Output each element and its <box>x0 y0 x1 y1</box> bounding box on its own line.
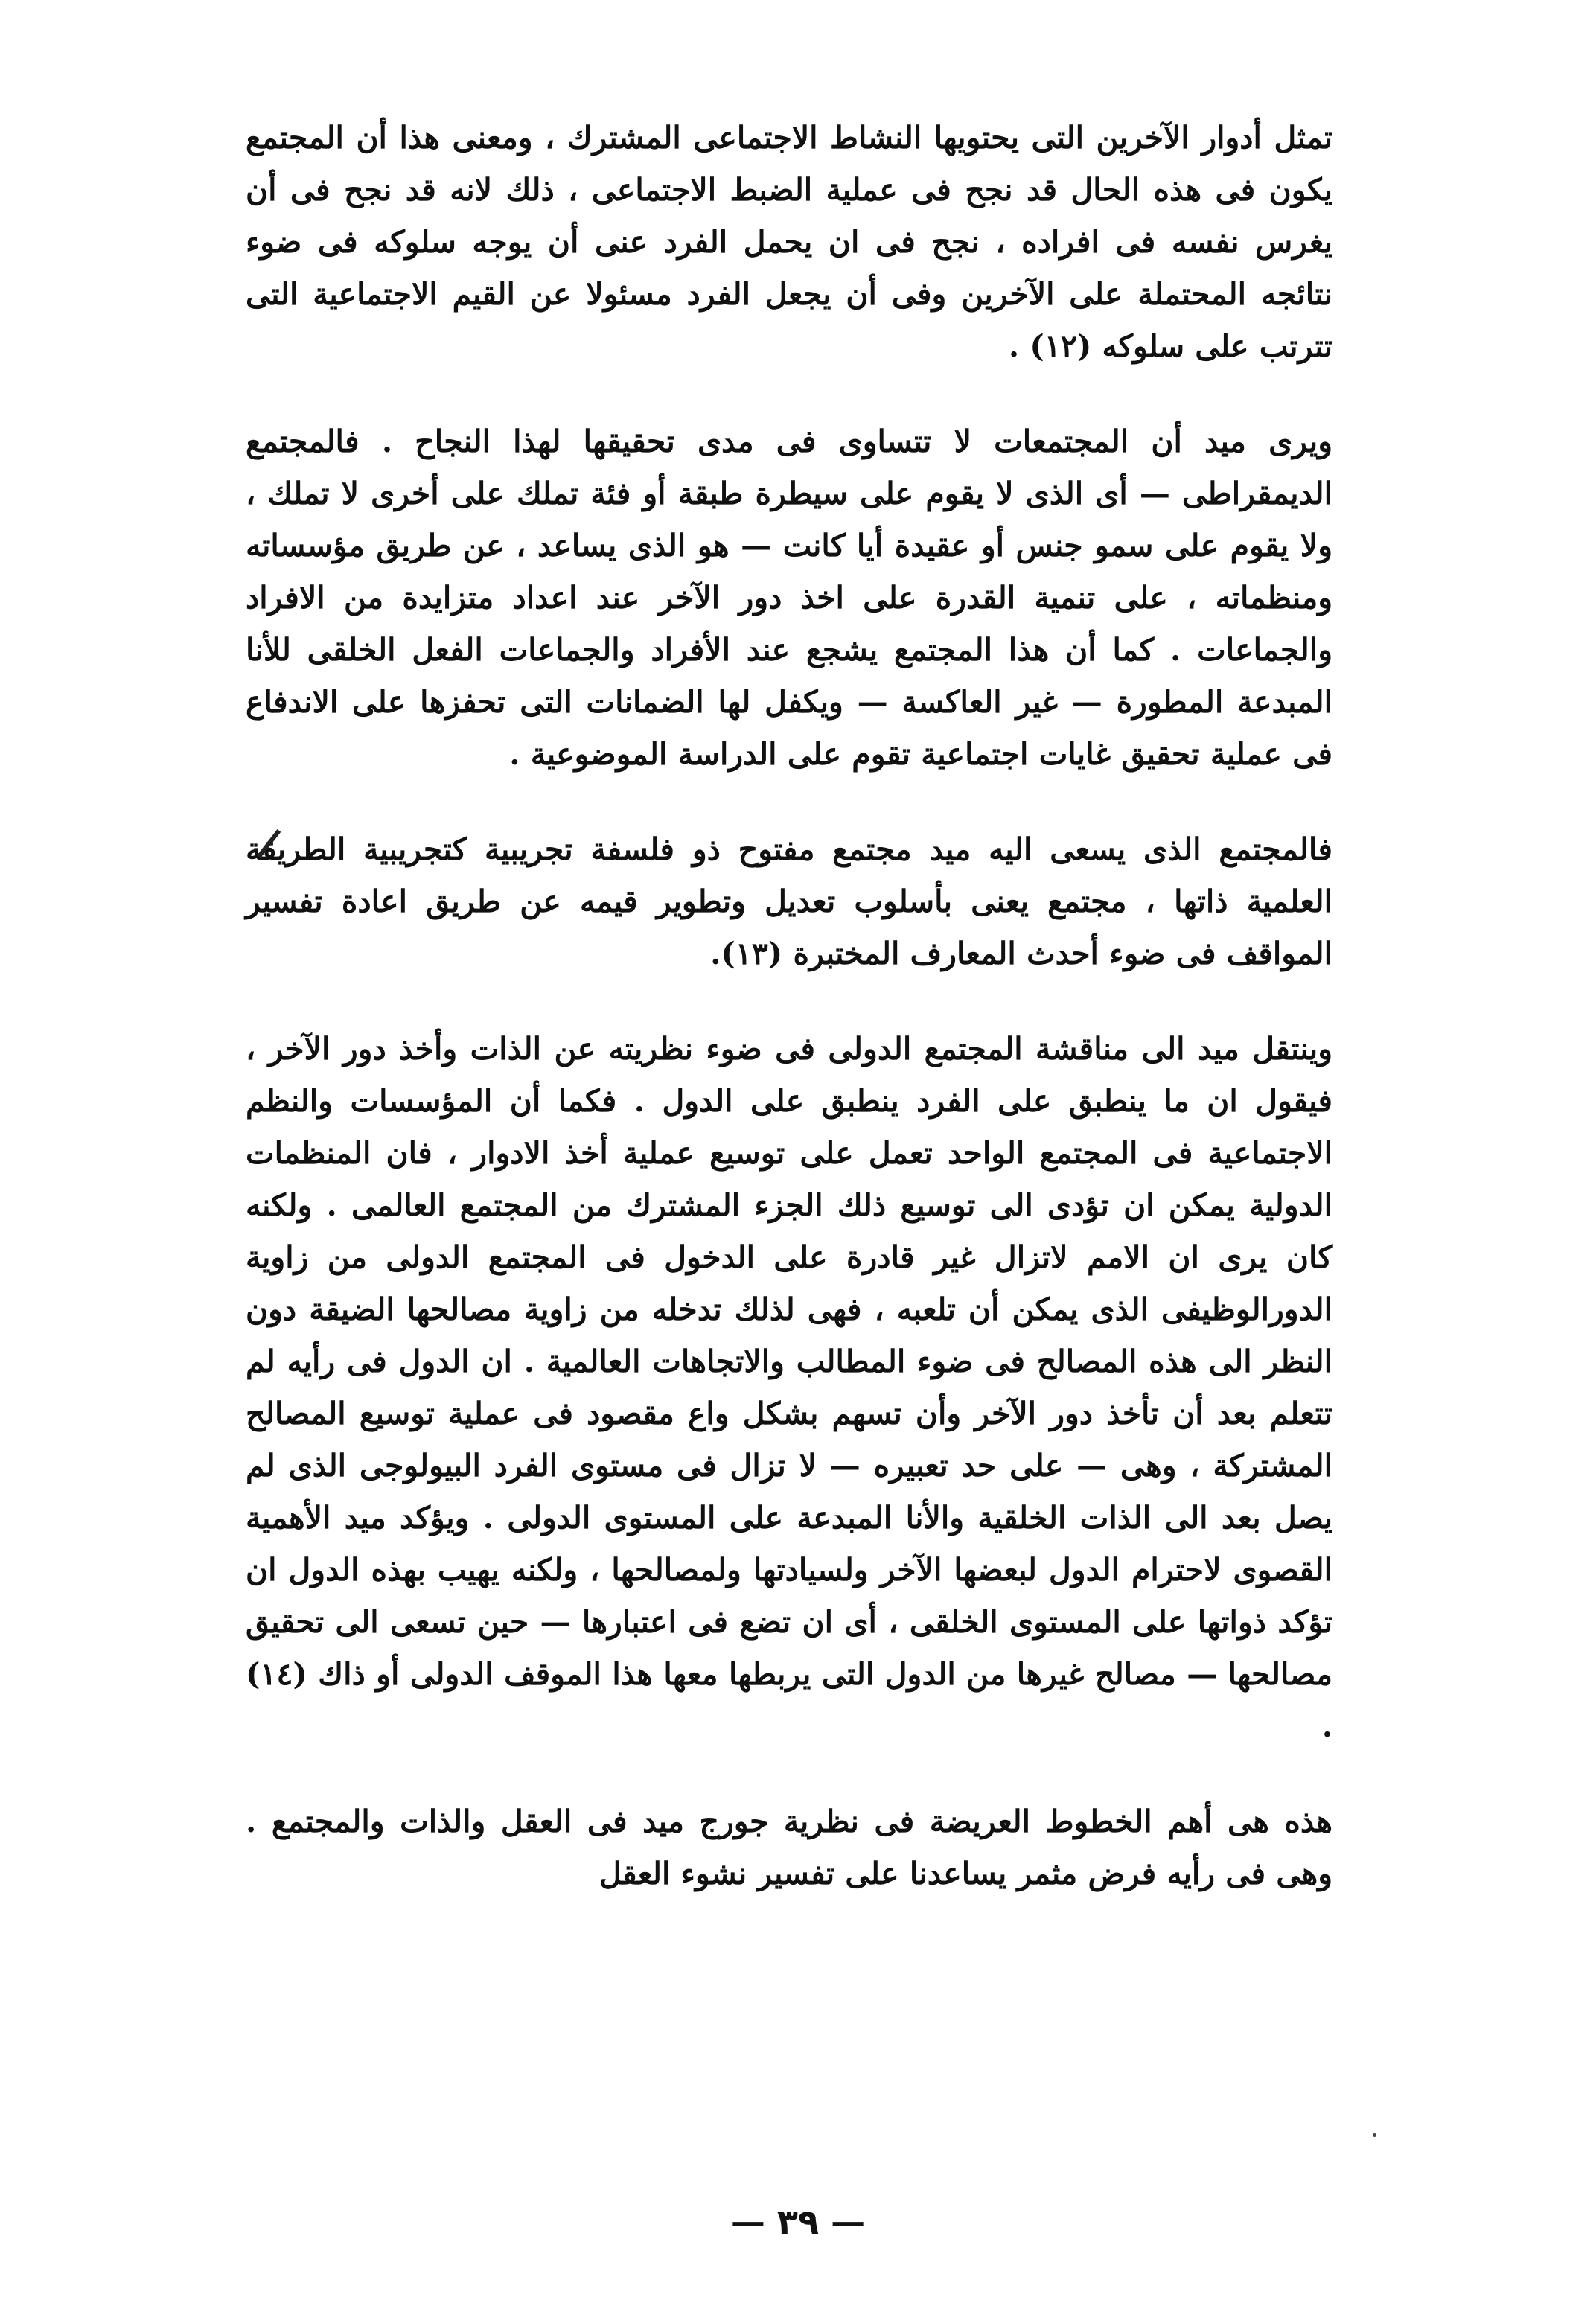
page-number: — ٣٩ — <box>730 2202 866 2242</box>
paragraph-5: هذه هى أهم الخطوط العريضة فى نظرية جورج ميد فى العقل والذات والمجتمع . وهى فى رأيه فرض مثمر يساعدنا على تفسير نشوء العقل <box>246 1804 1332 1891</box>
paragraph-2: ويرى ميد أن المجتمعات لا تتساوى فى مدى تحقيقها لهذا النجاح . فالمجتمع الديمقراطى — أى الذى لا يقوم على سيطرة طبقة أو فئة تملك على أخرى لا تملك ، ولا يقوم على سمو جنس أو عقيدة أيا كانت — هو الذى يساعد ، عن طريق مؤسساته ومنظماته ، على تنمية القدرة على اخذ دور الآخر عند اعداد متزايدة من الافراد والجماعات . كما أن هذا المجتمع يشجع عند الأفراد والجماعات الفعل الخلقى للأنا المبدعة المطورة — غير العاكسة — ويكفل لها الضمانات التى تحفزها على الاندفاع فى عملية تحقيق غايات اجتماعية تقوم على الدراسة الموضوعية . <box>246 424 1332 772</box>
body-text <box>246 112 1332 1900</box>
scan-dot <box>1373 2133 1376 2137</box>
paragraph-4: وينتقل ميد الى مناقشة المجتمع الدولى فى ضوء نظريته عن الذات وأخذ دور الآخر ، فيقول ان ما ينطبق على الفرد ينطبق على الدول . فكما أن المؤسسات والنظم الاجتماعية فى المجتمع الواحد تعمل على توسيع عملية أخذ الادوار ، فان المنظمات الدولية يمكن ان تؤدى الى توسيع ذلك الجزء المشترك من المجتمع العالمى . ولكنه كان يرى ان الامم لاتزال غير قادرة على الدخول فى المجتمع الدولى من زاوية الدورالوظيفى الذى يمكن أن تلعبه ، فهى لذلك تدخله من زاوية مصالحها الضيقة دون النظر الى هذه المصالح فى ضوء المطالب والاتجاهات العالمية . ان الدول فى رأيه لم تتعلم بعد أن تأخذ دور الآخر وأن تسهم بشكل واع مقصود فى عملية توسيع المصالح المشتركة ، وهى — على حد تعبيره — لا تزال فى مستوى الفرد البيولوجى الذى لم يصل بعد الى الذات الخلقية والأنا المبدعة على المستوى الدولى . ويؤكد ميد الأهمية القصوى لاحترام الدول لبعضها الآخر ولسيادتها ولمصالحها ، ولكنه يهيب بهذه الدول ان تؤكد ذواتها على المستوى الخلقى ، أى ان تضع فى اعتبارها — حين تسعى الى تحقيق مصالحها — مصالح غيرها من الدول التى يربطها معها هذا الموقف الدولى أو ذاك (١٤) . <box>246 1031 1332 1744</box>
paragraph-1: تمثل أدوار الآخرين التى يحتويها النشاط الاجتماعى المشترك ، ومعنى هذا أن المجتمع يكون فى هذه الحال قد نجح فى عملية الضبط الاجتماعى ، ذلك لانه قد نجح فى أن يغرس نفسه فى افراده ، نجح فى ان يحمل الفرد عنى أن يوجه سلوكه فى ضوء نتائجه المحتملة على الآخرين وفى أن يجعل الفرد مسئولا عن القيم الاجتماعية التى تترتب على سلوكه (١٢) . <box>246 120 1332 364</box>
paragraph-3: فالمجتمع الذى يسعى اليه ميد مجتمع مفتوح ذو فلسفة تجريبية كتجريبية الطريقة العلمية ذاتها ، مجتمع يعنى بأسلوب تعديل وتطوير قيمه عن طريق اعادة تفسير المواقف فى ضوء أحدث المعارف المختبرة (١٣). <box>246 831 1332 971</box>
